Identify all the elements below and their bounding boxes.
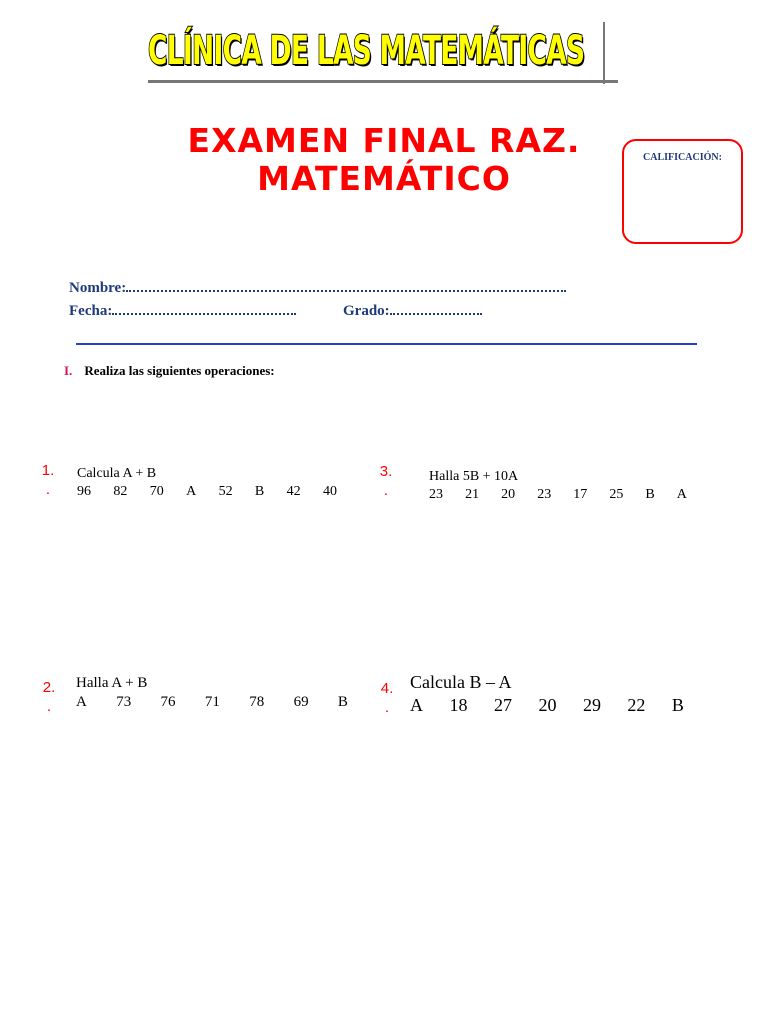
- problem-3-term: 23: [537, 487, 552, 502]
- problem-1-term: 96: [77, 484, 91, 499]
- problem-1-term: B: [254, 484, 265, 499]
- problem-3-term: 25: [609, 487, 624, 502]
- problem-4-term: 29: [582, 695, 601, 715]
- problem-3-term: 17: [573, 487, 588, 502]
- grade-blank[interactable]: [390, 312, 482, 315]
- problem-4: [410, 672, 684, 716]
- problem-number-2: 2. .: [42, 679, 56, 715]
- problem-1: [77, 466, 337, 500]
- problem-3-title: Halla 5B + 10A: [429, 469, 519, 484]
- problem-3: [429, 469, 687, 503]
- problem-2-term: 76: [160, 694, 176, 710]
- problem-4-term: 27: [493, 695, 512, 715]
- problem-3-term: B: [645, 487, 655, 502]
- problem-2-term: B: [337, 694, 348, 710]
- problem-1-term: 52: [218, 484, 233, 499]
- banner-title: CLÍNICA DE LAS MATEMÁTICAS: [148, 28, 585, 74]
- problem-4-sequence: [410, 695, 684, 716]
- exam-title: EXAMEN FINAL RAZ. MATEMÁTICO: [187, 121, 581, 198]
- divider: [76, 343, 697, 345]
- problem-4-term: 20: [538, 695, 557, 715]
- banner-underline: [148, 80, 618, 83]
- problem-4-term: A: [410, 695, 423, 715]
- problem-4-title: Calcula B – A: [410, 672, 512, 692]
- instruction: [64, 363, 275, 379]
- name-label: Nombre:: [69, 280, 127, 296]
- problem-2-term: 71: [204, 694, 220, 710]
- name-field: [69, 280, 566, 297]
- problem-3-sequence: [429, 487, 687, 503]
- grade-box: [622, 139, 743, 244]
- problem-2-sequence: [76, 694, 348, 711]
- problem-3-term: 21: [465, 487, 480, 502]
- problem-1-term: 42: [286, 484, 301, 499]
- problem-1-title: Calcula A + B: [77, 466, 157, 481]
- problem-2-term: 78: [249, 694, 265, 710]
- problem-1-term: A: [186, 484, 197, 499]
- grade-level-label: Grado:: [343, 303, 390, 319]
- problem-1-term: 40: [322, 484, 337, 499]
- instruction-numeral: I.: [64, 363, 73, 378]
- banner: [148, 22, 618, 84]
- problem-number-4: 4. .: [380, 680, 394, 716]
- problem-2-term: 69: [293, 694, 309, 710]
- grade-box-label: CALIFICACIÓN:: [643, 152, 722, 163]
- problem-3-term: 20: [501, 487, 516, 502]
- date-blank[interactable]: [112, 312, 296, 315]
- problem-2-term: 73: [116, 694, 132, 710]
- problem-3-term: 23: [429, 487, 443, 502]
- problem-1-sequence: [77, 484, 337, 500]
- name-blank[interactable]: [126, 289, 566, 292]
- date-field: [69, 303, 296, 320]
- problem-1-term: 70: [149, 484, 164, 499]
- instruction-text: Realiza las siguientes operaciones:: [84, 363, 275, 378]
- grade-field: [343, 303, 482, 320]
- problem-1-term: 82: [113, 484, 128, 499]
- problem-4-term: 22: [627, 695, 646, 715]
- banner-vertical-line: [603, 22, 605, 84]
- problem-3-term: A: [676, 487, 687, 502]
- problem-2: [76, 675, 348, 711]
- problem-2-title: Halla A + B: [76, 675, 148, 691]
- problem-2-term: A: [76, 694, 87, 710]
- problem-4-term: 18: [449, 695, 468, 715]
- problem-number-1: 1. .: [41, 462, 55, 498]
- problem-4-term: B: [671, 695, 684, 715]
- date-label: Fecha:: [69, 303, 113, 319]
- problem-number-3: 3. .: [379, 463, 393, 499]
